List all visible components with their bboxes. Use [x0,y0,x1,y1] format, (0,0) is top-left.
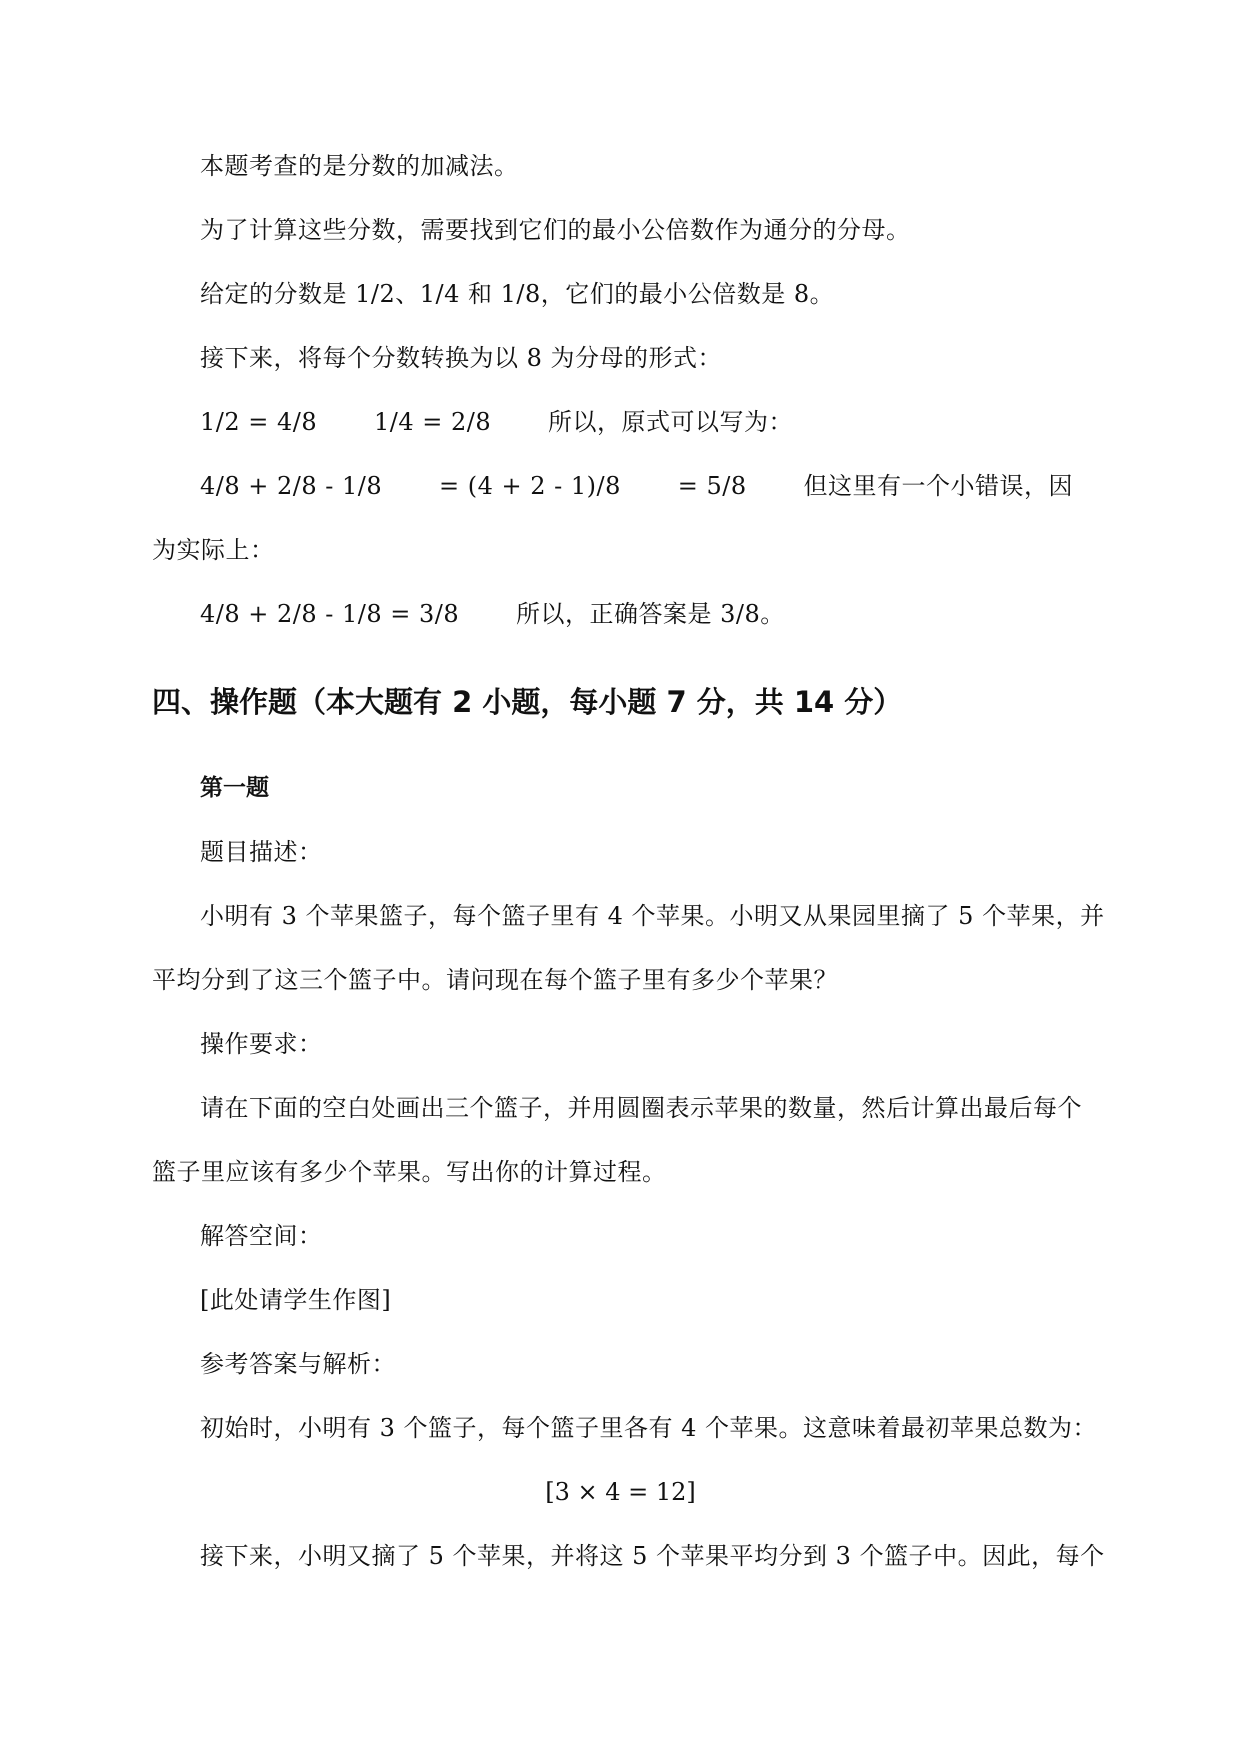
description-line1: 小明有 3 个苹果篮子，每个篮子里有 4 个苹果。小明又从果园里摘了 5 个苹果，并 [200,902,1105,930]
explanation-lcm-intro: 为了计算这些分数，需要找到它们的最小公倍数作为通分的分母。 [200,216,911,244]
explanation-convert: 接下来，将每个分数转换为以 8 为分母的形式： [200,344,723,372]
question-title: 第一题 [200,775,269,801]
requirement-line1: 请在下面的空白处画出三个篮子，并用圆圈表示苹果的数量，然后计算出最后每个 [200,1094,1082,1122]
explanation-correct-answer: 4/8 + 2/8 - 1/8 = 3/8 所以，正确答案是 3/8。 [200,600,785,628]
reference-label: 参考答案与解析： [200,1350,396,1378]
explanation-given-fractions: 给定的分数是 1/2、1/4 和 1/8，它们的最小公倍数是 8。 [200,280,835,308]
answer-space-label: 解答空间： [200,1222,323,1250]
description-label: 题目描述： [200,838,323,866]
explanation-conversions: 1/2 = 4/8 1/4 = 2/8 所以，原式可以写为： [200,408,794,436]
explanation-calc-line2: 为实际上： [152,536,275,564]
answer-placeholder: [此处请学生作图] [200,1286,392,1314]
requirement-line2: 篮子里应该有多少个苹果。写出你的计算过程。 [152,1158,667,1186]
description-line2: 平均分到了这三个篮子中。请问现在每个篮子里有多少个苹果？ [152,966,838,994]
reference-line2: 接下来，小明又摘了 5 个苹果，并将这 5 个苹果平均分到 3 个篮子中。因此，每个 [200,1542,1105,1570]
reference-line1: 初始时，小明有 3 个篮子，每个篮子里各有 4 个苹果。这意味着最初苹果总数为： [200,1414,1098,1442]
explanation-calc-line1: 4/8 + 2/8 - 1/8 = (4 + 2 - 1)/8 = 5/8 但这里有一个小错误，因 [200,472,1074,500]
requirement-label: 操作要求： [200,1030,323,1058]
formula: [3 × 4 = 12] [545,1478,696,1506]
section-heading: 四、操作题（本大题有 2 小题，每小题 7 分，共 14 分） [152,685,903,719]
explanation-topic: 本题考查的是分数的加减法。 [200,152,519,180]
